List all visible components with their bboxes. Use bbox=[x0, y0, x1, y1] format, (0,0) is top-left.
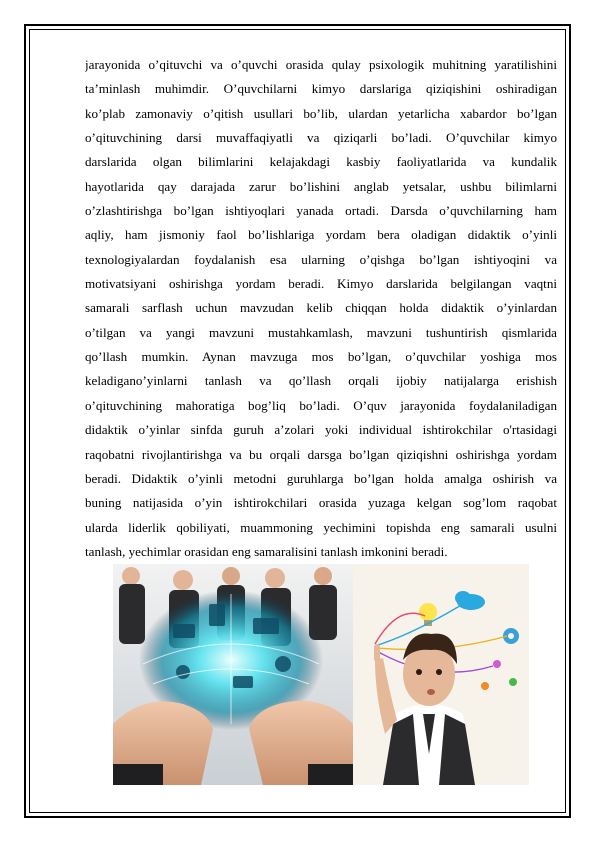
idea-man-panel bbox=[353, 564, 529, 785]
illustration bbox=[113, 564, 529, 785]
text-line: o’zlashtirishga bo’lgan ishtiyoqlari yanada ortadi. Darsda o’quvchilarning ham bbox=[85, 203, 557, 219]
text-line: o’tilgan va yangi mavzuni mustahkamlash, mavzuni tushuntirish qismlarida bbox=[85, 324, 557, 340]
text-line: keladigano’yinlarni tanlash va qo’llash orqali ijobiy natijalarga erishish bbox=[85, 373, 557, 389]
text-line: ko’plab zamonaviy o’qitish usullari bo’lib, ulardan yetarlicha xabardor bo’lgan bbox=[85, 105, 557, 121]
text-line: raqobatni rivojlantirishga va bu orqali darsga bo’lgan qiziqishni oshirishga yordam bbox=[85, 446, 557, 462]
text-line: ularda liderlik qobiliyati, muammoning yechimini topishda eng samarali usulni bbox=[85, 519, 557, 535]
text-line: texnologiyalardan foydalanish esa ularning o’qishga bo’lgan ishtiyoqini va bbox=[85, 251, 557, 267]
text-line: didaktik o’yinlar sinfda guruh a’zolari yoki individual ishtirokchilar o'rtasidagi bbox=[85, 422, 557, 438]
hands-globe-panel bbox=[113, 564, 353, 785]
text-line: aqliy, ham jismoniy faol bo’lishlariga yordam bera oladigan didaktik o’yinli bbox=[85, 227, 557, 243]
text-line: samarali sarflash uchun mavzudan kelib chiqqan holda didaktik o’yinlardan bbox=[85, 300, 557, 316]
text-line: tanlash, yechimlar orasidan eng samaralisini tanlash imkonini beradi. bbox=[85, 543, 448, 559]
text-line: darslarida olgan bilimlarini kelajakdagi kasbiy faoliyatlarida va kundalik bbox=[85, 154, 557, 170]
text-line: o’qituvchining darsi muvaffaqiyatli va qiziqarli bo’ladi. O’quvchilar kimyo bbox=[85, 130, 557, 146]
text-line: motivatsiyani oshirishga yordam beradi. Kimyo darslarida belgilangan vaqtni bbox=[85, 276, 557, 292]
text-line: beradi. Didaktik o’yinli metodni guruhlarga bo’lgan holda amalga oshirish va bbox=[85, 470, 557, 486]
body-text bbox=[85, 53, 557, 564]
text-line: qo’llash mumkin. Aynan mavzuga mos bo’lgan, o’quvchilar yoshiga mos bbox=[85, 349, 557, 365]
text-line: jarayonida o’qituvchi va o’quvchi orasida qulay psixologik muhitning yaratilishini bbox=[85, 57, 557, 72]
text-line: ta’minlash muhimdir. O’quvchilarni kimyo darslariga qiziqishini oshiradigan bbox=[85, 81, 557, 97]
text-line: o’qituvchining mahoratiga bog’liq bo’ladi. O’quv jarayonida foydalaniladigan bbox=[85, 397, 557, 413]
text-line: hayotlarida qay darajada zarur bo’lishini anglab yetsalar, ushbu bilimlarni bbox=[85, 178, 557, 194]
text-line: buning natijasida o’yin ishtirokchilari orasida yuzaga kelgan sog’lom raqobat bbox=[85, 495, 557, 511]
